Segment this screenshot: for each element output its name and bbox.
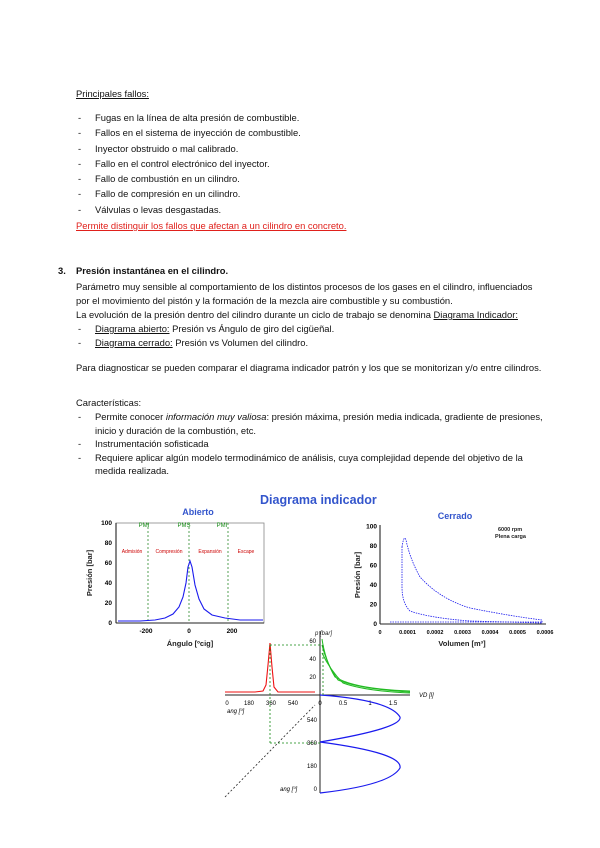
phase-escape: Escape — [237, 549, 255, 555]
section-title: Presión instantánea en el cilindro. — [76, 265, 229, 276]
p-tick: 60 — [309, 639, 316, 645]
open-x-tick: 0 — [187, 628, 191, 635]
closed-y-tick: 20 — [369, 601, 377, 609]
vd-tick: 1.5 — [388, 701, 398, 707]
vd-axis-label: VD [l] — [419, 693, 434, 699]
faults-list — [76, 110, 536, 217]
fault-item: - Fallo de combustión en un cilindro. — [76, 171, 536, 186]
ang-tick: 360 — [265, 701, 277, 707]
vd-tick: 0.5 — [338, 701, 348, 707]
closed-y-tick: 40 — [369, 582, 377, 589]
char1-emphasis: información muy valiosa — [165, 411, 267, 422]
closed-title: Cerrado — [437, 511, 473, 521]
characteristic-item: - Requiere aplicar algún modelo termodinámico de análisis, cuya complejidad depende del objetivo de la medida realizada. — [76, 451, 546, 478]
open-y-tick: 0 — [108, 620, 112, 627]
closed-legend-rpm: 6000 rpm — [498, 527, 523, 533]
open-x-tick: -200 — [139, 628, 153, 635]
section-paragraph-2 — [76, 308, 556, 322]
characteristics-list — [76, 410, 546, 478]
combined-diagram-chart — [205, 625, 445, 800]
closed-legend-load: Plena carga — [495, 534, 526, 540]
diagram-type-item — [76, 322, 536, 336]
ang-axis-label: ang [º] — [227, 709, 245, 715]
section-paragraph-3: Para diagnosticar se pueden comparar el diagrama indicador patrón y los que se monitorizan y/o entre cilindros. — [76, 362, 542, 373]
p-tick: 20 — [309, 675, 316, 681]
vang-tick: 360 — [306, 741, 317, 747]
marker-pmi-right: PMI — [216, 523, 228, 529]
vd-tick: 1 — [368, 701, 372, 707]
closed-x-tick: 0.0003 — [454, 630, 471, 636]
open-pressure-curve — [118, 561, 263, 621]
phase-admision: Admisión — [121, 549, 143, 555]
section-paragraph-1: Parámetro muy sensible al comportamiento de los distintos procesos de los gases en el cilindro, influenciados por el movimiento del pistón y la formación de la mezcla aire combustible y su combustión. — [76, 281, 533, 306]
open-x-label: Ángulo [ºcig] — [166, 639, 214, 648]
fault-item: - Fugas en la línea de alta presión de combustible. — [76, 110, 536, 125]
closed-x-label: Volumen [m³] — [438, 639, 486, 648]
vd-tick: 0 — [318, 701, 322, 707]
p-tick: 40 — [309, 657, 316, 663]
vang-tick: 0 — [313, 787, 317, 793]
characteristic-item — [76, 410, 546, 437]
phase-compresion: Compresión — [155, 549, 183, 555]
marker-pmi-left: PMI — [138, 523, 150, 529]
fault-item: - Inyector obstruido o mal calibrado. — [76, 141, 536, 156]
fault-item: - Fallos en el sistema de inyección de combustible. — [76, 125, 536, 140]
section-number: 3. — [58, 265, 66, 276]
closed-x-tick: 0.0001 — [399, 630, 416, 636]
diagram-type-desc: Presión vs Volumen del cilindro. — [172, 336, 309, 348]
open-y-tick: 80 — [104, 540, 112, 547]
open-plot-frame — [116, 523, 264, 623]
open-x-tick: 200 — [226, 628, 238, 635]
ang-tick: 0 — [225, 701, 229, 707]
vang-tick: 180 — [306, 764, 317, 770]
closed-y-tick: 0 — [373, 621, 377, 628]
closed-x-tick: 0 — [378, 630, 382, 636]
closed-y-tick: 60 — [369, 562, 377, 570]
diagram-type-item — [76, 336, 536, 350]
vang-tick: 540 — [306, 718, 317, 724]
figure-title: Diagrama indicador — [260, 493, 377, 507]
diagram-type-term: Diagrama cerrado: — [95, 336, 173, 348]
p-axis-label: p [bar] — [315, 631, 333, 637]
diagrama-indicador-term: Diagrama Indicador: — [433, 309, 518, 320]
paragraph-2-text: La evolución de la presión dentro del cilindro durante un ciclo de trabajo se denomina — [76, 309, 434, 320]
open-y-label: Presión [bar] — [85, 549, 94, 597]
diagram-type-desc: Presión vs Ángulo de giro del cigüeñal. — [169, 323, 335, 334]
faults-note: Permite distinguir los fallos que afectan a un cilindro en concreto. — [76, 220, 347, 231]
open-y-tick: 20 — [104, 600, 112, 607]
char1-post: : presión máxima, presión media indicada, gradiente de presiones, inicio y duración de la combustión, etc. — [95, 411, 543, 436]
fault-item: - Fallo en el control electrónico del inyector. — [76, 156, 536, 171]
marker-pms: PMS — [177, 523, 191, 529]
open-y-tick: 100 — [101, 520, 112, 527]
fault-item: - Fallo de compresión en un cilindro. — [76, 186, 536, 201]
closed-pv-loop — [402, 538, 542, 623]
open-y-tick: 60 — [104, 560, 112, 567]
green-pv-curve-2 — [322, 645, 410, 692]
characteristics-heading: Características: — [76, 397, 142, 408]
diagram-types-list — [76, 322, 536, 349]
characteristic-item: - Instrumentación sofisticada — [76, 437, 546, 451]
closed-x-tick: 0.0002 — [426, 630, 444, 636]
closed-x-tick: 0.0004 — [481, 630, 499, 636]
green-pv-curve-1 — [322, 639, 410, 691]
ang-tick: 540 — [287, 701, 299, 707]
phase-expansion: Expansión — [198, 549, 222, 555]
closed-y-tick: 80 — [369, 543, 377, 550]
closed-x-tick: 0.0006 — [536, 630, 554, 636]
fault-item: - Válvulas o levas desgastadas. — [76, 202, 536, 217]
char1-pre: Permite conocer — [95, 411, 166, 422]
open-y-tick: 40 — [104, 580, 112, 587]
open-title: Abierto — [182, 507, 214, 517]
ang-tick: 180 — [243, 701, 255, 707]
closed-x-tick: 0.0005 — [509, 630, 526, 636]
faults-heading: Principales fallos: — [76, 88, 149, 99]
closed-y-tick: 100 — [366, 523, 377, 531]
closed-y-label: Presión [bar] — [353, 551, 362, 599]
diagram-type-term: Diagrama abierto: — [95, 323, 170, 334]
blue-volume-angle-curve — [320, 695, 400, 793]
vang-axis-label: ang [º] — [280, 787, 298, 793]
